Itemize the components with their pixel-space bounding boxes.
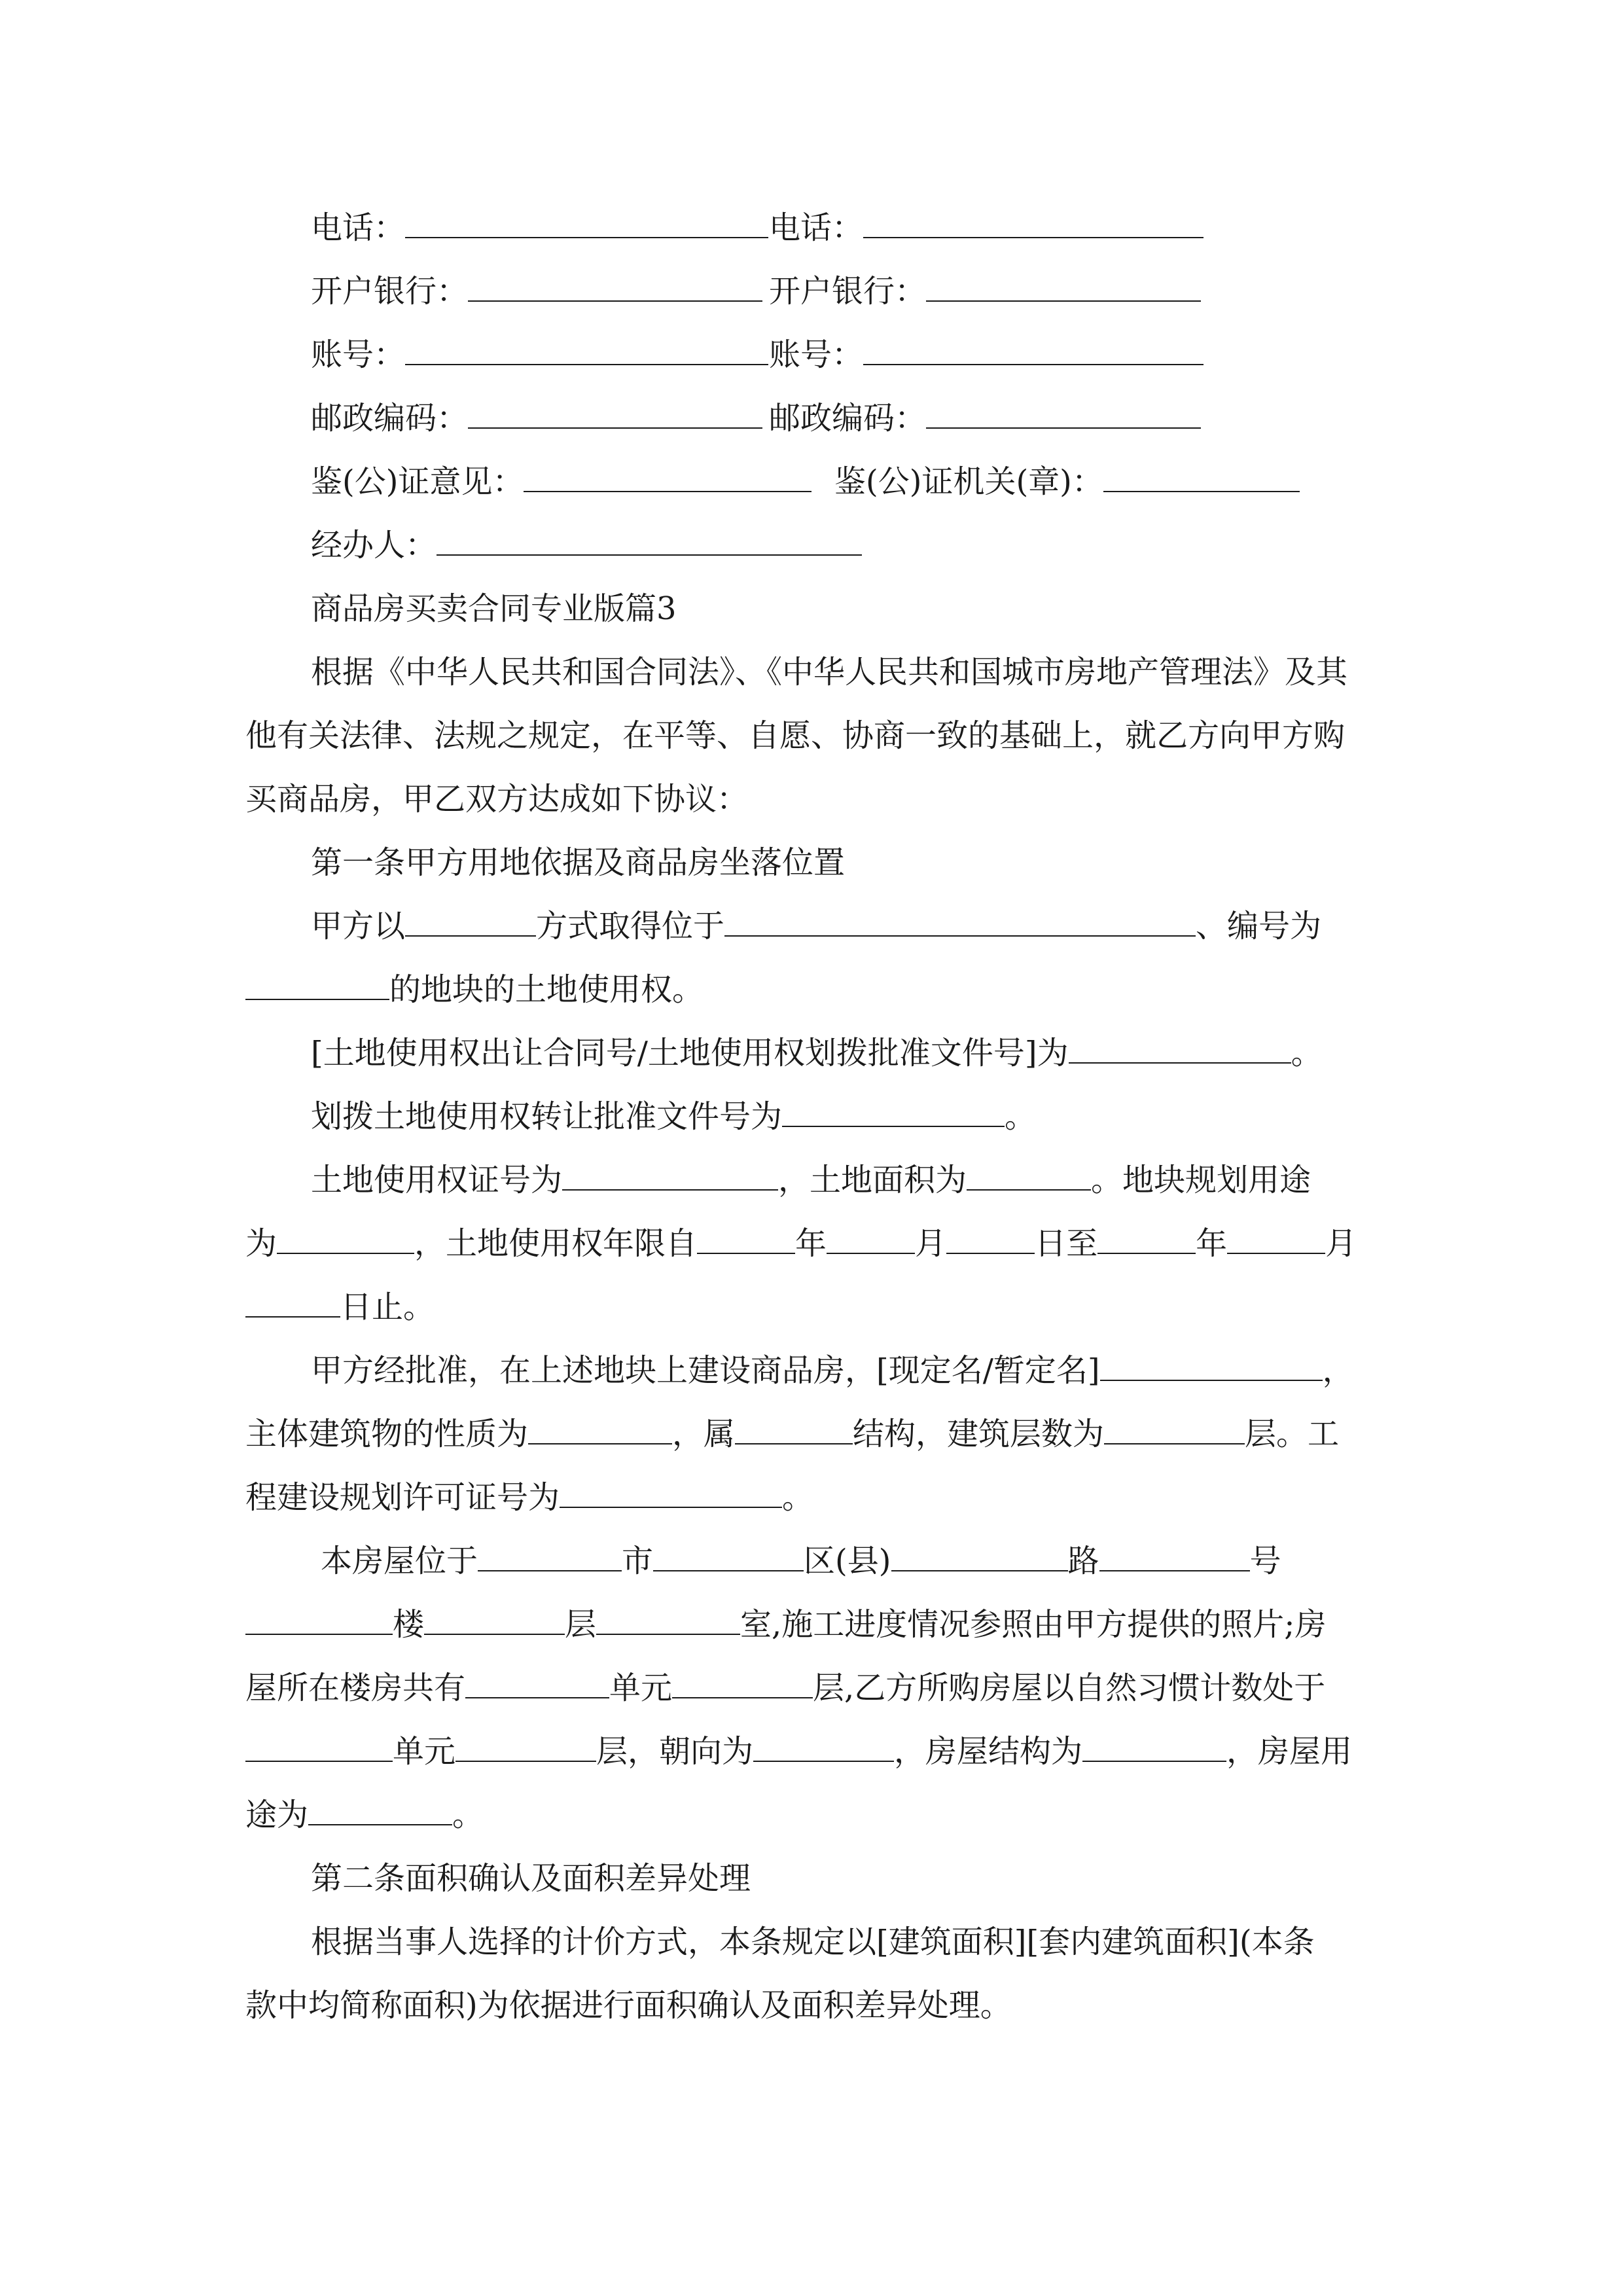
postcode-row bbox=[245, 387, 1381, 450]
article1-p6e bbox=[245, 1784, 1381, 1847]
text: ，房屋用 bbox=[1226, 1733, 1353, 1770]
text: 屋所在楼房共有 bbox=[245, 1670, 466, 1706]
bank-row bbox=[245, 260, 1381, 323]
text: 单元 bbox=[609, 1670, 673, 1706]
blank-contract-number[interactable] bbox=[1069, 1036, 1291, 1064]
document-body bbox=[245, 196, 1381, 2037]
postcode-blank-2[interactable] bbox=[926, 401, 1201, 429]
text: 层 bbox=[565, 1606, 597, 1643]
account-row bbox=[245, 323, 1381, 387]
blank-start-month[interactable] bbox=[827, 1227, 915, 1254]
text: 区(县) bbox=[804, 1543, 891, 1579]
text: ，房屋结构为 bbox=[894, 1733, 1083, 1770]
article1-p1 bbox=[245, 895, 1381, 958]
text: 号 bbox=[1249, 1543, 1281, 1579]
text: 层,乙方所购房屋以自然习惯计数处于 bbox=[813, 1670, 1326, 1706]
text: 程建设规划许可证号为 bbox=[245, 1479, 560, 1516]
text: [土地使用权出让合同号/土地使用权划拨批准文件号]为 bbox=[311, 1035, 1069, 1071]
article1-p4b bbox=[245, 1212, 1381, 1276]
postcode-label: 邮政编码： bbox=[311, 400, 469, 437]
article1-p6a bbox=[245, 1530, 1381, 1593]
text: 结构，建筑层数为 bbox=[853, 1416, 1105, 1452]
text: 甲方经批准，在上述地块上建设商品房，[现定名/暂定名] bbox=[311, 1352, 1100, 1389]
blank-house-structure[interactable] bbox=[1082, 1734, 1226, 1762]
handler-label: 经办人： bbox=[311, 527, 437, 564]
text: 、编号为 bbox=[1196, 908, 1322, 944]
blank-district[interactable] bbox=[653, 1544, 804, 1571]
article1-p5b bbox=[245, 1403, 1381, 1466]
article1-p1b bbox=[245, 958, 1381, 1022]
text: 路 bbox=[1067, 1543, 1099, 1579]
blank-building-nature[interactable] bbox=[528, 1417, 672, 1444]
account-label: 账号： bbox=[311, 336, 406, 373]
article2-title: 第二条面积确认及面积差异处理 bbox=[311, 1860, 751, 1897]
phone-label: 电话： bbox=[311, 209, 406, 246]
notary-opinion-label: 鉴(公)证意见： bbox=[311, 463, 524, 500]
text: 楼 bbox=[393, 1606, 425, 1643]
postcode-label-2: 邮政编码： bbox=[769, 400, 927, 437]
text: 本房屋位于 bbox=[321, 1543, 478, 1579]
notary-opinion-blank[interactable] bbox=[524, 465, 812, 492]
notary-row bbox=[245, 450, 1381, 514]
text: 单元 bbox=[393, 1733, 456, 1770]
text: 层。工 bbox=[1245, 1416, 1340, 1452]
postcode-blank[interactable] bbox=[468, 401, 762, 429]
bank-blank-2[interactable] bbox=[926, 274, 1201, 302]
article1-p6d bbox=[245, 1720, 1381, 1784]
section-title: 商品房买卖合同专业版篇3 bbox=[311, 590, 677, 627]
blank-land-area[interactable] bbox=[967, 1163, 1091, 1191]
blank-floor[interactable] bbox=[424, 1607, 565, 1635]
article1-p3 bbox=[245, 1085, 1381, 1149]
blank-planning-permit[interactable] bbox=[560, 1480, 782, 1508]
article1-p6b bbox=[245, 1593, 1381, 1657]
text: 划拨土地使用权转让批准文件号为 bbox=[311, 1098, 783, 1135]
article2-line-2: 款中均简称面积)为依据进行面积确认及面积差异处理。 bbox=[245, 1987, 1012, 2024]
blank-end-year[interactable] bbox=[1097, 1227, 1196, 1254]
intro-line-1: 根据《中华人民共和国合同法》、《中华人民共和国城市房地产管理法》及其 bbox=[311, 654, 1348, 691]
text: ， bbox=[1322, 1352, 1354, 1389]
text: ，土地面积为 bbox=[778, 1162, 967, 1198]
text: 日至 bbox=[1035, 1225, 1098, 1262]
blank-orientation[interactable] bbox=[753, 1734, 894, 1762]
blank-land-use[interactable] bbox=[277, 1227, 414, 1254]
article1-p5c bbox=[245, 1466, 1381, 1530]
blank-start-day[interactable] bbox=[946, 1227, 1035, 1254]
account-label-2: 账号： bbox=[769, 336, 864, 373]
blank-acquire-method[interactable] bbox=[405, 909, 536, 937]
text: 方式取得位于 bbox=[536, 908, 725, 944]
text: 的地块的土地使用权。 bbox=[389, 971, 704, 1008]
account-blank[interactable] bbox=[405, 338, 768, 365]
blank-building[interactable] bbox=[245, 1607, 393, 1635]
blank-floors-total[interactable] bbox=[672, 1671, 813, 1698]
blank-location[interactable] bbox=[724, 909, 1196, 937]
bank-label: 开户银行： bbox=[311, 273, 469, 310]
phone-row bbox=[245, 196, 1381, 260]
text: ，土地使用权年限自 bbox=[414, 1225, 698, 1262]
text: 月 bbox=[1325, 1225, 1357, 1262]
blank-floors[interactable] bbox=[1104, 1417, 1245, 1444]
blank-number[interactable] bbox=[1099, 1544, 1250, 1571]
phone-blank[interactable] bbox=[405, 211, 768, 238]
bank-blank[interactable] bbox=[468, 274, 762, 302]
phone-blank-2[interactable] bbox=[863, 211, 1204, 238]
blank-end-month[interactable] bbox=[1227, 1227, 1325, 1254]
blank-units-total[interactable] bbox=[465, 1671, 609, 1698]
article1-p5a bbox=[245, 1339, 1381, 1403]
text: 日止。 bbox=[340, 1289, 435, 1325]
article1-p2 bbox=[245, 1022, 1381, 1085]
intro-line-2: 他有关法律、法规之规定，在平等、自愿、协商一致的基础上，就乙方向甲方购 bbox=[245, 717, 1346, 754]
blank-room[interactable] bbox=[596, 1607, 740, 1635]
text: 途为 bbox=[245, 1797, 309, 1833]
intro-line-3: 买商品房，甲乙双方达成如下协议： bbox=[245, 781, 749, 817]
notary-office-blank[interactable] bbox=[1103, 465, 1300, 492]
text: 。 bbox=[1005, 1098, 1037, 1135]
blank-house-use[interactable] bbox=[308, 1798, 452, 1825]
phone-label-2: 电话： bbox=[769, 209, 864, 246]
handler-blank[interactable] bbox=[437, 528, 862, 556]
handler-row bbox=[245, 514, 1381, 577]
text: 。 bbox=[782, 1479, 814, 1516]
text: 市 bbox=[622, 1543, 654, 1579]
text: 。 bbox=[1291, 1035, 1323, 1071]
blank-structure[interactable] bbox=[735, 1417, 853, 1444]
blank-road[interactable] bbox=[891, 1544, 1068, 1571]
text: 室,施工进度情况参照由甲方提供的照片;房 bbox=[740, 1606, 1327, 1643]
text: 。 bbox=[452, 1797, 484, 1833]
article2-line-1: 根据当事人选择的计价方式，本条规定以[建筑面积][套内建筑面积](本条 bbox=[311, 1924, 1315, 1960]
text: 主体建筑物的性质为 bbox=[245, 1416, 529, 1452]
text: ，属 bbox=[672, 1416, 736, 1452]
article1-p4c bbox=[245, 1276, 1381, 1339]
text: 年 bbox=[795, 1225, 827, 1262]
blank-level[interactable] bbox=[455, 1734, 596, 1762]
text: 甲方以 bbox=[311, 908, 406, 944]
text: 。地块规划用途 bbox=[1091, 1162, 1311, 1198]
notary-office-label: 鉴(公)证机关(章)： bbox=[834, 463, 1103, 500]
article1-title: 第一条甲方用地依据及商品房坐落位置 bbox=[311, 844, 846, 881]
article1-p6c bbox=[245, 1657, 1381, 1720]
text: 月 bbox=[915, 1225, 947, 1262]
text: 土地使用权证号为 bbox=[311, 1162, 563, 1198]
blank-transfer-number[interactable] bbox=[782, 1100, 1005, 1127]
blank-unit[interactable] bbox=[245, 1734, 393, 1762]
blank-start-year[interactable] bbox=[697, 1227, 795, 1254]
blank-end-day[interactable] bbox=[245, 1290, 340, 1318]
text: 年 bbox=[1196, 1225, 1228, 1262]
text: 层，朝向为 bbox=[596, 1733, 754, 1770]
blank-certificate-number[interactable] bbox=[562, 1163, 778, 1191]
text: 为 bbox=[245, 1225, 277, 1262]
blank-city[interactable] bbox=[478, 1544, 622, 1571]
article1-p4a bbox=[245, 1149, 1381, 1212]
blank-lot-number[interactable] bbox=[245, 973, 389, 1000]
blank-building-name[interactable] bbox=[1100, 1354, 1323, 1381]
account-blank-2[interactable] bbox=[863, 338, 1204, 365]
bank-label-2: 开户银行： bbox=[769, 273, 927, 310]
